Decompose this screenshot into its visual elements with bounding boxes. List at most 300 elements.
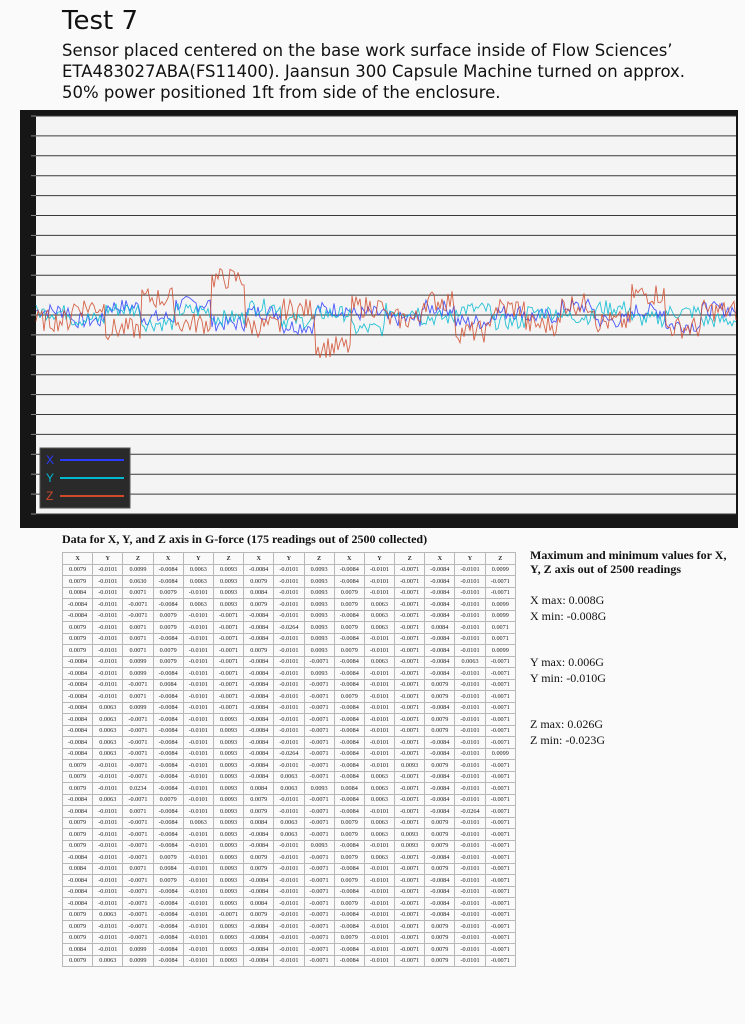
table-cell: 0.0079 — [425, 817, 455, 829]
table-cell: 0.0630 — [123, 576, 153, 588]
table-cell: -0.0071 — [485, 863, 515, 875]
table-cell: -0.0101 — [183, 840, 213, 852]
table-cell: 0.0079 — [153, 622, 183, 634]
table-cell: 0.0093 — [213, 852, 243, 864]
table-cell: 0.0063 — [364, 622, 394, 634]
table-cell: -0.0071 — [123, 748, 153, 760]
table-cell: -0.0101 — [93, 645, 123, 657]
table-cell: 0.0079 — [63, 909, 93, 921]
table-cell: -0.0084 — [334, 668, 364, 680]
table-cell: -0.0071 — [123, 737, 153, 749]
table-cell: 0.0079 — [244, 645, 274, 657]
table-cell: -0.0084 — [334, 725, 364, 737]
table-cell: -0.0101 — [364, 702, 394, 714]
table-cell: 0.0071 — [123, 633, 153, 645]
table-row — [63, 829, 516, 841]
table-cell: -0.0071 — [395, 691, 425, 703]
column-header: Z — [304, 553, 334, 565]
table-cell: 0.0063 — [93, 702, 123, 714]
table-cell: -0.0101 — [183, 714, 213, 726]
table-cell: 0.0079 — [63, 645, 93, 657]
table-cell: -0.0101 — [93, 610, 123, 622]
table-cell: -0.0101 — [93, 622, 123, 634]
column-header: X — [153, 553, 183, 565]
table-cell: 0.0093 — [213, 829, 243, 841]
table-cell: 0.0084 — [63, 587, 93, 599]
table-cell: -0.0071 — [304, 921, 334, 933]
table-cell: -0.0101 — [455, 702, 485, 714]
table-cell: 0.0093 — [304, 633, 334, 645]
table-cell: -0.0084 — [425, 610, 455, 622]
table-cell: 0.0093 — [213, 714, 243, 726]
table-row — [63, 875, 516, 887]
page-title: Test 7 — [62, 6, 139, 36]
table-cell: -0.0071 — [395, 610, 425, 622]
table-cell: 0.0099 — [123, 564, 153, 576]
table-cell: 0.0079 — [63, 760, 93, 772]
table-cell: -0.0101 — [364, 921, 394, 933]
table-cell: 0.0063 — [364, 783, 394, 795]
table-cell: -0.0101 — [274, 875, 304, 887]
table-cell: -0.0101 — [455, 840, 485, 852]
table-cell: -0.0071 — [485, 806, 515, 818]
table-cell: -0.0071 — [123, 875, 153, 887]
table-cell: 0.0093 — [213, 932, 243, 944]
table-cell: -0.0084 — [425, 599, 455, 611]
table-cell: -0.0084 — [153, 955, 183, 967]
table-cell: 0.0079 — [425, 932, 455, 944]
table-cell: -0.0071 — [395, 875, 425, 887]
table-cell: 0.0099 — [485, 748, 515, 760]
table-cell: -0.0084 — [63, 691, 93, 703]
table-cell: -0.0071 — [395, 932, 425, 944]
table-cell: -0.0084 — [334, 714, 364, 726]
table-cell: -0.0084 — [244, 564, 274, 576]
table-cell: -0.0101 — [364, 760, 394, 772]
table-cell: -0.0101 — [364, 668, 394, 680]
table-cell: -0.0071 — [304, 725, 334, 737]
table-cell: -0.0101 — [364, 944, 394, 956]
table-cell: -0.0071 — [123, 921, 153, 933]
table-row — [63, 633, 516, 645]
table-cell: -0.0084 — [425, 656, 455, 668]
table-cell: -0.0101 — [183, 633, 213, 645]
table-cell: -0.0101 — [364, 806, 394, 818]
table-cell: -0.0101 — [364, 898, 394, 910]
table-cell: 0.0079 — [425, 691, 455, 703]
table-cell: -0.0101 — [183, 909, 213, 921]
table-cell: -0.0084 — [153, 783, 183, 795]
table-cell: -0.0084 — [244, 702, 274, 714]
table-cell: -0.0071 — [213, 622, 243, 634]
table-cell: 0.0063 — [455, 656, 485, 668]
table-cell: -0.0101 — [183, 852, 213, 864]
table-cell: -0.0101 — [274, 806, 304, 818]
table-cell: -0.0101 — [183, 955, 213, 967]
table-cell: -0.0101 — [364, 932, 394, 944]
table-cell: -0.0071 — [395, 909, 425, 921]
table-cell: -0.0084 — [63, 702, 93, 714]
table-cell: -0.0071 — [395, 921, 425, 933]
table-cell: -0.0071 — [485, 771, 515, 783]
table-cell: 0.0093 — [213, 806, 243, 818]
table-cell: 0.0071 — [123, 863, 153, 875]
table-cell: 0.0079 — [244, 909, 274, 921]
table-cell: -0.0071 — [485, 668, 515, 680]
table-cell: -0.0101 — [274, 932, 304, 944]
table-cell: -0.0071 — [123, 610, 153, 622]
table-cell: -0.0101 — [274, 714, 304, 726]
table-cell: -0.0071 — [395, 737, 425, 749]
column-header: Y — [183, 553, 213, 565]
table-cell: -0.0084 — [153, 714, 183, 726]
table-cell: -0.0101 — [455, 587, 485, 599]
table-cell: 0.0079 — [334, 587, 364, 599]
table-cell: 0.0063 — [364, 610, 394, 622]
table-cell: -0.0101 — [455, 955, 485, 967]
table-cell: -0.0084 — [425, 806, 455, 818]
table-row — [63, 898, 516, 910]
table-cell: -0.0071 — [485, 840, 515, 852]
table-cell: 0.0079 — [425, 840, 455, 852]
table-cell: -0.0084 — [334, 806, 364, 818]
table-cell: 0.0063 — [93, 725, 123, 737]
table-row — [63, 932, 516, 944]
table-cell: 0.0099 — [123, 702, 153, 714]
table-cell: -0.0101 — [274, 737, 304, 749]
table-cell: -0.0101 — [274, 645, 304, 657]
table-cell: 0.0079 — [63, 783, 93, 795]
table-cell: 0.0079 — [334, 829, 364, 841]
table-cell: 0.0093 — [213, 748, 243, 760]
table-cell: -0.0071 — [304, 737, 334, 749]
table-cell: 0.0063 — [93, 909, 123, 921]
table-cell: 0.0079 — [425, 944, 455, 956]
table-cell: -0.0101 — [455, 622, 485, 634]
table-cell: -0.0071 — [485, 587, 515, 599]
table-cell: -0.0101 — [183, 863, 213, 875]
table-cell: -0.0084 — [244, 886, 274, 898]
table-cell: -0.0071 — [123, 725, 153, 737]
table-cell: -0.0071 — [304, 886, 334, 898]
table-cell: 0.0093 — [213, 760, 243, 772]
table-cell: 0.0084 — [244, 898, 274, 910]
table-cell: -0.0071 — [485, 656, 515, 668]
table-cell: -0.0071 — [304, 794, 334, 806]
table-cell: -0.0101 — [93, 587, 123, 599]
table-cell: 0.0079 — [244, 794, 274, 806]
table-cell: -0.0101 — [93, 771, 123, 783]
table-cell: -0.0101 — [274, 944, 304, 956]
table-cell: -0.0084 — [425, 748, 455, 760]
table-cell: -0.0071 — [485, 955, 515, 967]
table-cell: 0.0084 — [244, 817, 274, 829]
table-cell: 0.0093 — [304, 576, 334, 588]
table-cell: 0.0063 — [274, 817, 304, 829]
table-cell: -0.0084 — [153, 909, 183, 921]
table-cell: -0.0084 — [244, 714, 274, 726]
table-cell: 0.0093 — [213, 955, 243, 967]
table-cell: -0.0071 — [395, 886, 425, 898]
table-cell: -0.0101 — [274, 587, 304, 599]
table-cell: -0.0101 — [274, 702, 304, 714]
table-cell: 0.0063 — [183, 564, 213, 576]
table-cell: -0.0084 — [244, 656, 274, 668]
table-cell: 0.0084 — [244, 783, 274, 795]
table-cell: -0.0084 — [153, 898, 183, 910]
table-cell: -0.0071 — [485, 714, 515, 726]
table-row — [63, 794, 516, 806]
table-cell: -0.0084 — [244, 921, 274, 933]
table-cell: -0.0101 — [183, 794, 213, 806]
table-cell: -0.0071 — [485, 932, 515, 944]
table-cell: -0.0101 — [364, 645, 394, 657]
table-cell: -0.0101 — [455, 610, 485, 622]
table-cell: -0.0084 — [334, 656, 364, 668]
table-cell: -0.0101 — [93, 668, 123, 680]
table-cell: -0.0101 — [455, 599, 485, 611]
table-cell: -0.0071 — [395, 702, 425, 714]
table-cell: -0.0071 — [395, 668, 425, 680]
table-cell: 0.0063 — [93, 794, 123, 806]
table-cell: -0.0071 — [485, 783, 515, 795]
table-cell: -0.0071 — [123, 679, 153, 691]
table-cell: -0.0084 — [153, 564, 183, 576]
table-cell: -0.0071 — [304, 691, 334, 703]
x-max-value: X max: 0.008G — [530, 593, 605, 607]
table-cell: -0.0071 — [485, 817, 515, 829]
table-cell: 0.0079 — [425, 921, 455, 933]
table-cell: -0.0101 — [93, 863, 123, 875]
table-cell: 0.0079 — [153, 656, 183, 668]
table-cell: -0.0101 — [364, 576, 394, 588]
table-row — [63, 668, 516, 680]
table-row — [63, 702, 516, 714]
table-cell: -0.0101 — [455, 645, 485, 657]
table-cell: -0.0084 — [334, 633, 364, 645]
table-cell: -0.0071 — [485, 691, 515, 703]
table-cell: 0.0063 — [364, 817, 394, 829]
table-cell: -0.0101 — [93, 944, 123, 956]
table-cell: -0.0071 — [395, 955, 425, 967]
table-cell: -0.0101 — [93, 760, 123, 772]
table-cell: -0.0071 — [304, 679, 334, 691]
table-cell: -0.0071 — [123, 714, 153, 726]
table-cell: 0.0093 — [213, 898, 243, 910]
table-cell: -0.0071 — [304, 817, 334, 829]
table-cell: -0.0084 — [334, 886, 364, 898]
table-row — [63, 955, 516, 967]
table-cell: -0.0101 — [364, 748, 394, 760]
table-cell: -0.0101 — [364, 691, 394, 703]
table-cell: -0.0084 — [244, 633, 274, 645]
table-cell: 0.0099 — [485, 645, 515, 657]
table-cell: -0.0071 — [304, 829, 334, 841]
table-cell: -0.0071 — [123, 909, 153, 921]
table-cell: -0.0084 — [334, 840, 364, 852]
table-cell: 0.0079 — [63, 955, 93, 967]
table-cell: -0.0071 — [485, 702, 515, 714]
column-header: X — [63, 553, 93, 565]
table-cell: -0.0084 — [334, 863, 364, 875]
table-cell: -0.0084 — [153, 633, 183, 645]
table-cell: -0.0071 — [123, 829, 153, 841]
table-cell: 0.0063 — [364, 771, 394, 783]
table-row — [63, 771, 516, 783]
table-cell: -0.0101 — [455, 576, 485, 588]
table-cell: -0.0071 — [123, 840, 153, 852]
table-cell: -0.0084 — [153, 668, 183, 680]
table-cell: -0.0071 — [485, 737, 515, 749]
table-cell: -0.0101 — [183, 748, 213, 760]
table-cell: -0.0101 — [274, 656, 304, 668]
table-cell: -0.0084 — [425, 898, 455, 910]
table-cell: 0.0093 — [213, 587, 243, 599]
table-cell: -0.0101 — [183, 610, 213, 622]
table-cell: -0.0101 — [274, 840, 304, 852]
table-cell: 0.0093 — [395, 760, 425, 772]
table-cell: -0.0101 — [455, 875, 485, 887]
table-cell: -0.0101 — [455, 932, 485, 944]
table-cell: -0.0101 — [274, 921, 304, 933]
min-max-summary — [530, 548, 730, 748]
table-cell: -0.0084 — [63, 714, 93, 726]
table-cell: -0.0071 — [485, 829, 515, 841]
table-cell: 0.0084 — [63, 944, 93, 956]
table-cell: -0.0101 — [455, 748, 485, 760]
table-cell: -0.0071 — [485, 875, 515, 887]
table-cell: -0.0101 — [274, 576, 304, 588]
table-cell: -0.0101 — [183, 898, 213, 910]
table-cell: -0.0101 — [93, 691, 123, 703]
column-header: Z — [395, 553, 425, 565]
table-cell: -0.0071 — [395, 852, 425, 864]
table-cell: 0.0084 — [153, 679, 183, 691]
table-cell: -0.0084 — [425, 852, 455, 864]
table-cell: -0.0071 — [395, 771, 425, 783]
table-cell: -0.0084 — [153, 748, 183, 760]
table-cell: -0.0101 — [455, 863, 485, 875]
table-cell: -0.0101 — [274, 564, 304, 576]
table-cell: -0.0071 — [123, 886, 153, 898]
table-cell: 0.0093 — [304, 645, 334, 657]
table-cell: -0.0071 — [213, 679, 243, 691]
table-cell: -0.0071 — [304, 852, 334, 864]
table-cell: -0.0084 — [425, 886, 455, 898]
table-row — [63, 610, 516, 622]
table-cell: -0.0101 — [364, 725, 394, 737]
table-cell: -0.0084 — [425, 783, 455, 795]
table-row — [63, 576, 516, 588]
table-cell: -0.0101 — [183, 679, 213, 691]
table-cell: -0.0084 — [244, 679, 274, 691]
table-row — [63, 599, 516, 611]
table-cell: -0.0084 — [63, 794, 93, 806]
table-cell: -0.0071 — [213, 610, 243, 622]
table-row — [63, 909, 516, 921]
table-cell: -0.0071 — [304, 760, 334, 772]
table-cell: -0.0101 — [364, 909, 394, 921]
table-cell: -0.0101 — [93, 564, 123, 576]
column-header: Z — [485, 553, 515, 565]
legend-label-z: Z — [46, 489, 54, 503]
table-cell: -0.0101 — [93, 783, 123, 795]
table-cell: 0.0093 — [304, 599, 334, 611]
column-header: Y — [455, 553, 485, 565]
table-cell: -0.0071 — [395, 645, 425, 657]
table-cell: -0.0084 — [334, 702, 364, 714]
table-cell: 0.0063 — [183, 576, 213, 588]
table-cell: 0.0079 — [334, 599, 364, 611]
table-cell: 0.0084 — [63, 863, 93, 875]
table-cell: -0.0071 — [485, 679, 515, 691]
table-row — [63, 714, 516, 726]
table-cell: 0.0079 — [63, 564, 93, 576]
table-cell: -0.0071 — [123, 771, 153, 783]
table-cell: -0.0071 — [395, 817, 425, 829]
table-cell: -0.0084 — [153, 829, 183, 841]
table-cell: -0.0084 — [63, 610, 93, 622]
table-cell: -0.0101 — [274, 668, 304, 680]
table-cell: 0.0079 — [153, 587, 183, 599]
table-cell: -0.0084 — [334, 748, 364, 760]
table-cell: 0.0099 — [123, 955, 153, 967]
table-cell: -0.0101 — [93, 633, 123, 645]
table-cell: 0.0099 — [123, 668, 153, 680]
y-max-value: Y max: 0.006G — [530, 655, 604, 669]
column-header: Y — [274, 553, 304, 565]
table-cell: 0.0234 — [123, 783, 153, 795]
table-cell: -0.0084 — [63, 737, 93, 749]
table-cell: 0.0079 — [244, 599, 274, 611]
table-cell: -0.0101 — [93, 932, 123, 944]
table-cell: 0.0079 — [153, 875, 183, 887]
table-cell: -0.0071 — [213, 668, 243, 680]
table-row — [63, 852, 516, 864]
table-cell: -0.0084 — [244, 760, 274, 772]
table-cell: -0.0084 — [63, 806, 93, 818]
table-cell: -0.0084 — [334, 576, 364, 588]
table-cell: -0.0101 — [183, 622, 213, 634]
table-cell: 0.0071 — [485, 633, 515, 645]
table-cell: -0.0101 — [183, 944, 213, 956]
table-cell: -0.0101 — [183, 691, 213, 703]
table-cell: -0.0101 — [274, 679, 304, 691]
table-cell: -0.0084 — [63, 852, 93, 864]
table-cell: 0.0093 — [213, 783, 243, 795]
table-cell: 0.0079 — [153, 794, 183, 806]
table-cell: -0.0101 — [274, 955, 304, 967]
table-cell: 0.0093 — [213, 564, 243, 576]
table-cell: 0.0071 — [123, 806, 153, 818]
table-cell: -0.0071 — [485, 794, 515, 806]
table-cell: -0.0101 — [455, 898, 485, 910]
table-cell: 0.0063 — [364, 829, 394, 841]
table-cell: 0.0079 — [244, 863, 274, 875]
table-cell: 0.0063 — [364, 599, 394, 611]
table-cell: -0.0084 — [425, 576, 455, 588]
table-cell: -0.0084 — [63, 898, 93, 910]
table-cell: -0.0071 — [485, 852, 515, 864]
table-cell: -0.0101 — [455, 944, 485, 956]
table-cell: -0.0071 — [395, 656, 425, 668]
table-cell: 0.0079 — [63, 840, 93, 852]
table-cell: -0.0101 — [455, 783, 485, 795]
table-cell: 0.0079 — [63, 817, 93, 829]
table-cell: -0.0101 — [183, 932, 213, 944]
table-cell: -0.0101 — [93, 921, 123, 933]
x-min-value: X min: -0.008G — [530, 609, 607, 623]
